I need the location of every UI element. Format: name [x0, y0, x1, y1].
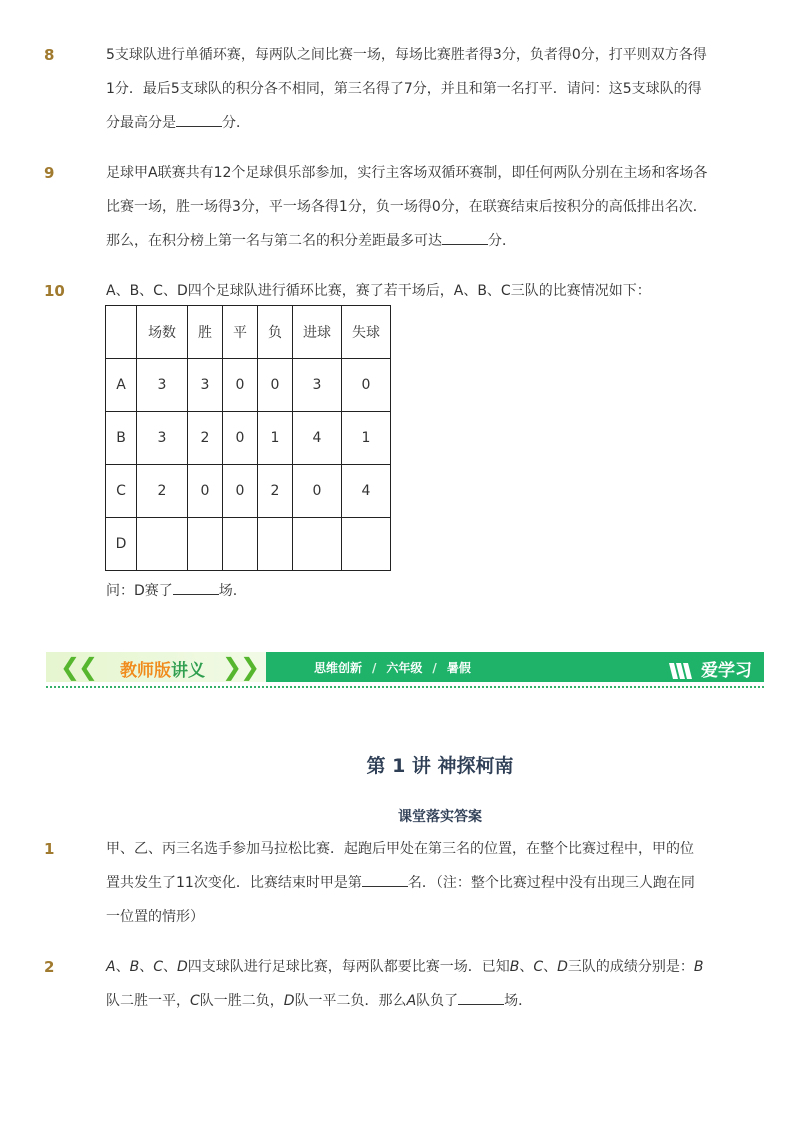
question-number: 2: [44, 958, 55, 976]
chevron-right-icon: ❯: [240, 653, 261, 681]
answer-blank: [362, 872, 408, 887]
table-row: C 2 0 0 2 0 4: [106, 465, 391, 518]
chevron-left-icon: ❮: [78, 653, 99, 681]
table-row: D: [106, 518, 391, 571]
answer-blank: [442, 230, 488, 245]
chevron-left-icon: ❮: [60, 653, 81, 681]
question-10-ask: 问：D赛了 场.: [106, 580, 237, 600]
question-number: 9: [44, 164, 55, 182]
banner-divider: [46, 686, 764, 688]
section-title: 课堂落实答案: [398, 809, 482, 825]
banner-title: 教师版讲义: [120, 661, 205, 681]
table-header-row: 场数 胜 平 负 进球 失球: [106, 306, 391, 359]
question-text: A、B、C、D四个足球队进行循环比赛，赛了若干场后，A、B、C三队的比赛情况如下：: [106, 283, 651, 299]
table-row: B 3 2 0 1 4 1: [106, 412, 391, 465]
brand-logo: 爱学习: [669, 656, 752, 681]
brand-logo-icon: [669, 661, 695, 681]
answer-blank: [458, 990, 504, 1005]
banner-title-area: [46, 652, 266, 682]
question-number: 1: [44, 840, 55, 858]
banner-subtitle: 思维创新 / 六年级 / 暑假: [314, 661, 471, 675]
header-banner: [46, 652, 764, 682]
question-text: 5支球队进行单循环赛，每两队之间比赛一场，每场比赛胜者得3分，负者得0分，打平则双方各得 1分．最后5支球队的积分各不相同，第三名得了7分，并且和第一名打平．请问：这5支球队的得 分最高分是 分．: [106, 47, 707, 131]
question-text: 甲、乙、丙三名选手参加马拉松比赛．起跑后甲处在第三名的位置，在整个比赛过程中，甲的位 置共发生了11次变化．比赛结束时甲是第 名．（注：整个比赛过程中没有出现三人跑在同 一位置的情形）: [106, 841, 695, 925]
table-row: A 3 3 0 0 3 0: [106, 359, 391, 412]
answer-blank: [173, 580, 219, 595]
chevron-right-icon: ❯: [222, 653, 243, 681]
score-table: [105, 305, 391, 571]
question-number: 8: [44, 46, 55, 64]
answer-blank: [176, 112, 222, 127]
question-text: 足球甲A联赛共有12个足球俱乐部参加，实行主客场双循环赛制，即任何两队分别在主场和客场各 比赛一场，胜一场得3分，平一场各得1分，负一场得0分，在联赛结束后按积分的高低排出名次． 那么，在积分榜上第一名与第二名的积分差距最多可达 分．: [106, 165, 708, 249]
question-number: 10: [44, 282, 65, 300]
lecture-title: 第 1 讲 神探柯南: [366, 755, 514, 777]
question-text: A、B、C、D四支球队进行足球比赛，每两队都要比赛一场．已知B、C、D三队的成绩分别是：B 队二胜一平，C队一胜二负，D队一平二负．那么A队负了 场．: [106, 959, 704, 1009]
